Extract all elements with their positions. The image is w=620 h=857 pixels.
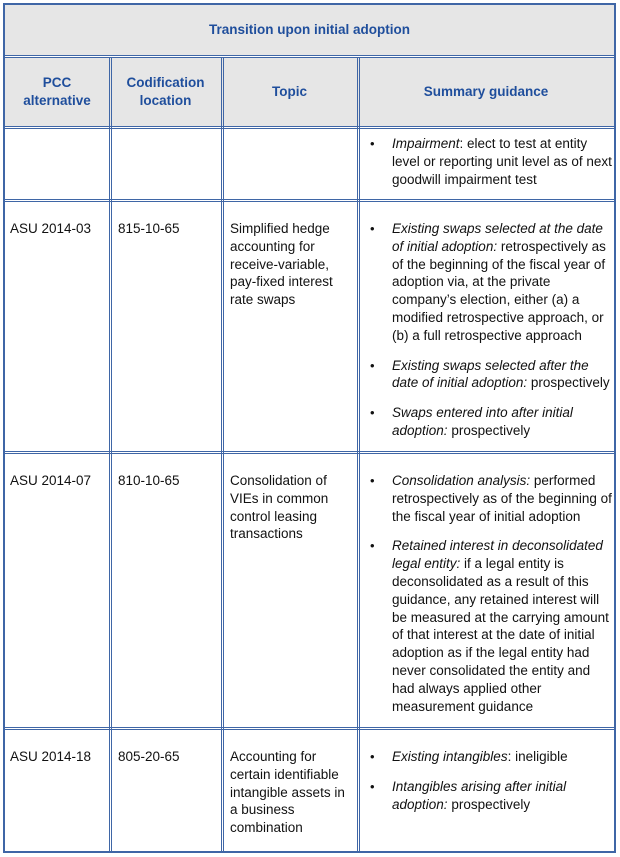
guidance-cell: [360, 454, 614, 727]
topic-cell: Accounting for certain identifiable intangible assets in a business combination: [230, 749, 345, 836]
guidance-item: [366, 404, 614, 440]
guidance-text: : elect to test at entity level or reporting unit level as of next goodwill impairment test: [392, 136, 612, 187]
codification-cell: 815-10-65: [118, 221, 180, 236]
guidance-cell: [360, 202, 614, 451]
topic-cell: Simplified hedge accounting for receive-variable, pay-fixed interest rate swaps: [230, 221, 333, 308]
guidance-lead: Impairment: [392, 136, 460, 151]
table-title: Transition upon initial adoption: [5, 5, 614, 55]
header-summary-guidance: Summary guidance: [358, 58, 614, 126]
guidance-text: retrospectively as of the beginning of the fiscal year of adoption via, at the private company’s election, either (a) a modified retrospective approach, or (b) a full retrospective approach: [392, 238, 606, 343]
guidance-item: [366, 472, 614, 525]
divider: [5, 55, 614, 58]
guidance-lead: Retained interest in deconsolidated legal entity:: [392, 538, 603, 572]
guidance-text: performed retrospectively as of the beginning of the fiscal year of initial adoption: [392, 473, 612, 524]
guidance-lead: Existing swaps selected at the date of initial adoption:: [392, 221, 603, 254]
guidance-item: [366, 778, 614, 814]
divider: [357, 58, 358, 851]
guidance-text: prospectively: [447, 796, 531, 812]
guidance-item: [366, 357, 614, 393]
guidance-item: [366, 748, 614, 766]
guidance-lead: Consolidation analysis:: [392, 473, 531, 488]
header-codification-location: Codification location: [110, 58, 221, 126]
header-topic: Topic: [222, 58, 357, 126]
codification-cell: 805-20-65: [118, 749, 180, 764]
guidance-text: if a legal entity is deconsolidated as a result of this guidance, any retained interest will be measured at the carrying amount of that interest at the date of initial adoption as if the legal entity had never consolidated the entity and had always applied other measurement guidance: [392, 556, 609, 714]
guidance-item: [366, 220, 614, 345]
pcc-alternative-cell: ASU 2014-18: [10, 749, 92, 764]
guidance-item: [366, 135, 614, 188]
divider: [109, 58, 110, 851]
guidance-text: : ineligible: [507, 749, 568, 764]
guidance-lead: Existing swaps selected after the date of initial adoption:: [392, 357, 589, 391]
guidance-lead: Existing intangibles: [392, 749, 508, 764]
guidance-text: prospectively: [447, 422, 531, 438]
divider: [221, 58, 222, 851]
guidance-cell: [360, 730, 614, 851]
codification-cell: 810-10-65: [118, 473, 180, 488]
guidance-text: prospectively: [527, 375, 610, 391]
pcc-alternative-cell: ASU 2014-03: [10, 221, 92, 236]
guidance-cell: [360, 129, 614, 199]
transition-table: [3, 3, 616, 853]
guidance-lead: Intangibles arising after initial adoption:: [392, 778, 567, 812]
pcc-alternative-cell: ASU 2014-07: [10, 473, 92, 488]
topic-cell: Consolidation of VIEs in common control leasing transactions: [230, 473, 329, 542]
header-pcc-alternative: PCC alternative: [5, 58, 109, 126]
guidance-item: [366, 537, 614, 715]
guidance-lead: Swaps entered into after initial adoption:: [392, 405, 573, 438]
